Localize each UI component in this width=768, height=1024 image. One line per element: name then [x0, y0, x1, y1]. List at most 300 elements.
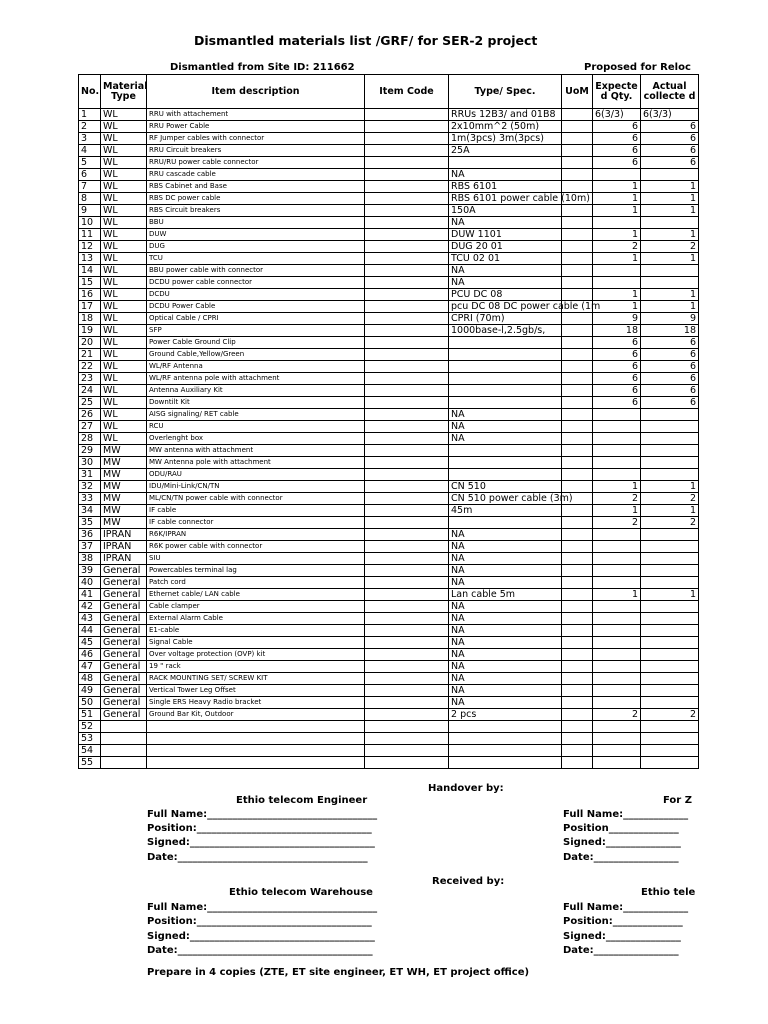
- type-spec-cell: 150A: [449, 205, 562, 217]
- material-type-cell: General: [101, 625, 147, 637]
- header-type-spec: Type/ Spec.: [449, 75, 562, 109]
- table-row: [79, 577, 699, 589]
- table-row: [79, 565, 699, 577]
- uom-cell: [562, 685, 593, 697]
- row-number-cell: 3: [79, 133, 101, 145]
- actual-collected-cell: [641, 613, 699, 625]
- warehouse-right-full-name-field: Full Name:_____________: [563, 902, 689, 913]
- item-code-cell: [365, 469, 449, 481]
- item-description-cell: RRU/RU power cable connector: [147, 157, 365, 169]
- item-description-cell: Single ERS Heavy Radio bracket: [147, 697, 365, 709]
- material-type-cell: General: [101, 649, 147, 661]
- copies-note: Prepare in 4 copies (ZTE, ET site engineer, ET WH, ET project office): [147, 967, 530, 978]
- row-number-cell: 10: [79, 217, 101, 229]
- type-spec-cell: NA: [449, 529, 562, 541]
- material-type-cell: [101, 757, 147, 769]
- item-code-cell: [365, 577, 449, 589]
- row-number-cell: 52: [79, 721, 101, 733]
- type-spec-cell: 2x10mm^2 (50m): [449, 121, 562, 133]
- material-type-cell: General: [101, 697, 147, 709]
- material-type-cell: WL: [101, 169, 147, 181]
- expected-qty-cell: [593, 637, 641, 649]
- type-spec-cell: NA: [449, 265, 562, 277]
- type-spec-cell: CN 510 power cable (3m): [449, 493, 562, 505]
- item-description-cell: Power Cable Ground Clip: [147, 337, 365, 349]
- type-spec-cell: [449, 721, 562, 733]
- item-description-cell: BBU power cable with connector: [147, 265, 365, 277]
- expected-qty-cell: [593, 601, 641, 613]
- expected-qty-cell: [593, 529, 641, 541]
- material-type-cell: WL: [101, 301, 147, 313]
- actual-collected-cell: [641, 553, 699, 565]
- site-id-label: Dismantled from Site ID: 211662: [170, 62, 355, 73]
- uom-cell: [562, 241, 593, 253]
- table-row: [79, 649, 699, 661]
- material-type-cell: MW: [101, 445, 147, 457]
- table-row: [79, 505, 699, 517]
- engineer-position-field: Position:___________________________________: [147, 823, 372, 834]
- material-type-cell: WL: [101, 157, 147, 169]
- uom-cell: [562, 409, 593, 421]
- material-type-cell: General: [101, 613, 147, 625]
- item-description-cell: Over voltage protection (OVP) kit: [147, 649, 365, 661]
- item-description-cell: MW antenna with attachment: [147, 445, 365, 457]
- actual-collected-cell: 1: [641, 205, 699, 217]
- actual-collected-cell: [641, 697, 699, 709]
- item-description-cell: SIU: [147, 553, 365, 565]
- row-number-cell: 6: [79, 169, 101, 181]
- material-type-cell: General: [101, 685, 147, 697]
- row-number-cell: 50: [79, 697, 101, 709]
- row-number-cell: 37: [79, 541, 101, 553]
- type-spec-cell: Lan cable 5m: [449, 589, 562, 601]
- row-number-cell: 55: [79, 757, 101, 769]
- item-code-cell: [365, 241, 449, 253]
- item-description-cell: ODU/RAU: [147, 469, 365, 481]
- actual-collected-cell: 1: [641, 229, 699, 241]
- expected-qty-cell: [593, 625, 641, 637]
- uom-cell: [562, 541, 593, 553]
- item-code-cell: [365, 697, 449, 709]
- type-spec-cell: [449, 361, 562, 373]
- table-row: [79, 493, 699, 505]
- table-row: [79, 241, 699, 253]
- material-type-cell: WL: [101, 373, 147, 385]
- row-number-cell: 28: [79, 433, 101, 445]
- type-spec-cell: [449, 757, 562, 769]
- type-spec-cell: NA: [449, 577, 562, 589]
- actual-collected-cell: [641, 577, 699, 589]
- uom-cell: [562, 109, 593, 121]
- item-description-cell: DCDU power cable connector: [147, 277, 365, 289]
- expected-qty-cell: 1: [593, 481, 641, 493]
- item-code-cell: [365, 157, 449, 169]
- row-number-cell: 45: [79, 637, 101, 649]
- actual-collected-cell: 6: [641, 133, 699, 145]
- row-number-cell: 23: [79, 373, 101, 385]
- actual-collected-cell: [641, 721, 699, 733]
- row-number-cell: 25: [79, 397, 101, 409]
- actual-collected-cell: [641, 433, 699, 445]
- row-number-cell: 16: [79, 289, 101, 301]
- material-type-cell: WL: [101, 313, 147, 325]
- expected-qty-cell: 6: [593, 361, 641, 373]
- expected-qty-cell: [593, 697, 641, 709]
- type-spec-cell: [449, 745, 562, 757]
- item-description-cell: DUW: [147, 229, 365, 241]
- item-description-cell: Patch cord: [147, 577, 365, 589]
- material-type-cell: WL: [101, 193, 147, 205]
- type-spec-cell: 45m: [449, 505, 562, 517]
- material-type-cell: WL: [101, 349, 147, 361]
- expected-qty-cell: 1: [593, 229, 641, 241]
- uom-cell: [562, 565, 593, 577]
- item-description-cell: RRU Power Cable: [147, 121, 365, 133]
- type-spec-cell: [449, 373, 562, 385]
- table-body: [79, 109, 699, 769]
- table-row: [79, 613, 699, 625]
- table-header-row: [79, 75, 699, 109]
- item-description-cell: Signal Cable: [147, 637, 365, 649]
- material-type-cell: WL: [101, 145, 147, 157]
- uom-cell: [562, 217, 593, 229]
- item-code-cell: [365, 457, 449, 469]
- table-row: [79, 661, 699, 673]
- item-code-cell: [365, 529, 449, 541]
- expected-qty-cell: [593, 445, 641, 457]
- table-row: [79, 193, 699, 205]
- table-row: [79, 229, 699, 241]
- table-row: [79, 313, 699, 325]
- expected-qty-cell: 6: [593, 397, 641, 409]
- item-code-cell: [365, 289, 449, 301]
- uom-cell: [562, 601, 593, 613]
- material-type-cell: WL: [101, 397, 147, 409]
- item-code-cell: [365, 637, 449, 649]
- item-description-cell: RCU: [147, 421, 365, 433]
- table-row: [79, 445, 699, 457]
- type-spec-cell: NA: [449, 673, 562, 685]
- table-row: [79, 685, 699, 697]
- actual-collected-cell: 6: [641, 349, 699, 361]
- actual-collected-cell: 1: [641, 301, 699, 313]
- item-code-cell: [365, 685, 449, 697]
- uom-cell: [562, 349, 593, 361]
- actual-collected-cell: [641, 277, 699, 289]
- table-row: [79, 457, 699, 469]
- material-type-cell: WL: [101, 361, 147, 373]
- row-number-cell: 54: [79, 745, 101, 757]
- actual-collected-cell: 6: [641, 361, 699, 373]
- material-type-cell: WL: [101, 205, 147, 217]
- expected-qty-cell: 1: [593, 505, 641, 517]
- expected-qty-cell: [593, 565, 641, 577]
- item-code-cell: [365, 325, 449, 337]
- expected-qty-cell: [593, 745, 641, 757]
- expected-qty-cell: [593, 433, 641, 445]
- item-description-cell: Downtilt Kit: [147, 397, 365, 409]
- type-spec-cell: NA: [449, 541, 562, 553]
- actual-collected-cell: 18: [641, 325, 699, 337]
- expected-qty-cell: 6: [593, 373, 641, 385]
- type-spec-cell: [449, 337, 562, 349]
- material-type-cell: WL: [101, 421, 147, 433]
- table-row: [79, 625, 699, 637]
- type-spec-cell: [449, 157, 562, 169]
- expected-qty-cell: [593, 613, 641, 625]
- table-row: [79, 265, 699, 277]
- actual-collected-cell: 6: [641, 157, 699, 169]
- row-number-cell: 36: [79, 529, 101, 541]
- actual-collected-cell: 6: [641, 385, 699, 397]
- actual-collected-cell: [641, 757, 699, 769]
- expected-qty-cell: [593, 421, 641, 433]
- uom-cell: [562, 613, 593, 625]
- row-number-cell: 12: [79, 241, 101, 253]
- item-description-cell: TCU: [147, 253, 365, 265]
- item-code-cell: [365, 445, 449, 457]
- uom-cell: [562, 553, 593, 565]
- uom-cell: [562, 529, 593, 541]
- item-description-cell: Overlenght box: [147, 433, 365, 445]
- table-row: [79, 217, 699, 229]
- actual-collected-cell: [641, 673, 699, 685]
- row-number-cell: 51: [79, 709, 101, 721]
- table-row: [79, 145, 699, 157]
- table-row: [79, 109, 699, 121]
- item-code-cell: [365, 673, 449, 685]
- row-number-cell: 2: [79, 121, 101, 133]
- uom-cell: [562, 745, 593, 757]
- uom-cell: [562, 577, 593, 589]
- row-number-cell: 22: [79, 361, 101, 373]
- row-number-cell: 26: [79, 409, 101, 421]
- type-spec-cell: NA: [449, 625, 562, 637]
- actual-collected-cell: [641, 265, 699, 277]
- item-description-cell: Antenna Auxiliary Kit: [147, 385, 365, 397]
- actual-collected-cell: 2: [641, 517, 699, 529]
- expected-qty-cell: 2: [593, 517, 641, 529]
- expected-qty-cell: [593, 649, 641, 661]
- type-spec-cell: NA: [449, 613, 562, 625]
- row-number-cell: 8: [79, 193, 101, 205]
- item-code-cell: [365, 421, 449, 433]
- material-type-cell: MW: [101, 505, 147, 517]
- uom-cell: [562, 397, 593, 409]
- item-code-cell: [365, 493, 449, 505]
- type-spec-cell: NA: [449, 685, 562, 697]
- row-number-cell: 49: [79, 685, 101, 697]
- item-description-cell: Powercables terminal lag: [147, 565, 365, 577]
- item-code-cell: [365, 253, 449, 265]
- item-code-cell: [365, 721, 449, 733]
- for-date-field: Date:_________________: [563, 852, 679, 863]
- uom-cell: [562, 373, 593, 385]
- warehouse-right-date-field: Date:_________________: [563, 945, 679, 956]
- item-code-cell: [365, 661, 449, 673]
- item-description-cell: [147, 733, 365, 745]
- uom-cell: [562, 361, 593, 373]
- uom-cell: [562, 457, 593, 469]
- type-spec-cell: [449, 733, 562, 745]
- material-type-cell: General: [101, 589, 147, 601]
- type-spec-cell: DUG 20 01: [449, 241, 562, 253]
- item-description-cell: DUG: [147, 241, 365, 253]
- uom-cell: [562, 421, 593, 433]
- material-type-cell: General: [101, 577, 147, 589]
- warehouse-right-position-field: Position:______________: [563, 916, 683, 927]
- material-type-cell: WL: [101, 109, 147, 121]
- uom-cell: [562, 145, 593, 157]
- table-row: [79, 709, 699, 721]
- item-description-cell: ML/CN/TN power cable with connector: [147, 493, 365, 505]
- header-actual-collected: Actual collecte d: [641, 75, 699, 109]
- item-code-cell: [365, 517, 449, 529]
- type-spec-cell: 2 pcs: [449, 709, 562, 721]
- expected-qty-cell: 6: [593, 145, 641, 157]
- item-description-cell: RRU with attachement: [147, 109, 365, 121]
- table-row: [79, 745, 699, 757]
- table-row: [79, 553, 699, 565]
- row-number-cell: 40: [79, 577, 101, 589]
- type-spec-cell: NA: [449, 217, 562, 229]
- actual-collected-cell: [641, 169, 699, 181]
- row-number-cell: 13: [79, 253, 101, 265]
- item-code-cell: [365, 217, 449, 229]
- expected-qty-cell: 6(3/3): [593, 109, 641, 121]
- item-description-cell: RF Jumper cables with connector: [147, 133, 365, 145]
- actual-collected-cell: [641, 649, 699, 661]
- item-code-cell: [365, 505, 449, 517]
- row-number-cell: 9: [79, 205, 101, 217]
- item-code-cell: [365, 649, 449, 661]
- table-row: [79, 733, 699, 745]
- engineer-signed-field: Signed:_____________________________________: [147, 837, 375, 848]
- material-type-cell: WL: [101, 133, 147, 145]
- uom-cell: [562, 721, 593, 733]
- actual-collected-cell: 6: [641, 145, 699, 157]
- material-type-cell: WL: [101, 337, 147, 349]
- actual-collected-cell: 1: [641, 589, 699, 601]
- material-type-cell: WL: [101, 433, 147, 445]
- row-number-cell: 1: [79, 109, 101, 121]
- item-description-cell: Ground Cable,Yellow/Green: [147, 349, 365, 361]
- actual-collected-cell: 1: [641, 253, 699, 265]
- actual-collected-cell: [641, 601, 699, 613]
- uom-cell: [562, 265, 593, 277]
- row-number-cell: 53: [79, 733, 101, 745]
- material-type-cell: General: [101, 661, 147, 673]
- type-spec-cell: pcu DC 08 DC power cable (1m: [449, 301, 562, 313]
- actual-collected-cell: [641, 541, 699, 553]
- table-row: [79, 277, 699, 289]
- item-code-cell: [365, 373, 449, 385]
- proposed-relocation-label: Proposed for Reloc: [584, 62, 691, 73]
- item-code-cell: [365, 301, 449, 313]
- expected-qty-cell: [593, 553, 641, 565]
- row-number-cell: 39: [79, 565, 101, 577]
- for-position-field: Position______________: [563, 823, 679, 834]
- uom-cell: [562, 697, 593, 709]
- item-code-cell: [365, 313, 449, 325]
- uom-cell: [562, 133, 593, 145]
- uom-cell: [562, 481, 593, 493]
- actual-collected-cell: [641, 637, 699, 649]
- warehouse-date-field: Date:_______________________________________: [147, 945, 373, 956]
- row-number-cell: 47: [79, 661, 101, 673]
- type-spec-cell: [449, 457, 562, 469]
- item-code-cell: [365, 541, 449, 553]
- actual-collected-cell: [641, 529, 699, 541]
- type-spec-cell: NA: [449, 697, 562, 709]
- type-spec-cell: CN 510: [449, 481, 562, 493]
- actual-collected-cell: 2: [641, 493, 699, 505]
- actual-collected-cell: [641, 733, 699, 745]
- actual-collected-cell: 9: [641, 313, 699, 325]
- engineer-label: Ethio telecom Engineer: [236, 795, 368, 806]
- table-row: [79, 481, 699, 493]
- row-number-cell: 18: [79, 313, 101, 325]
- row-number-cell: 38: [79, 553, 101, 565]
- row-number-cell: 32: [79, 481, 101, 493]
- type-spec-cell: CPRI (70m): [449, 313, 562, 325]
- uom-cell: [562, 661, 593, 673]
- item-description-cell: Optical Cable / CPRI: [147, 313, 365, 325]
- expected-qty-cell: 1: [593, 253, 641, 265]
- material-type-cell: WL: [101, 265, 147, 277]
- material-type-cell: WL: [101, 181, 147, 193]
- table-row: [79, 589, 699, 601]
- uom-cell: [562, 325, 593, 337]
- table-row: [79, 301, 699, 313]
- item-description-cell: [147, 757, 365, 769]
- table-row: [79, 325, 699, 337]
- material-type-cell: MW: [101, 457, 147, 469]
- item-description-cell: R6K/IPRAN: [147, 529, 365, 541]
- table-row: [79, 349, 699, 361]
- item-description-cell: DCDU Power Cable: [147, 301, 365, 313]
- uom-cell: [562, 505, 593, 517]
- type-spec-cell: 1m(3pcs) 3m(3pcs): [449, 133, 562, 145]
- item-description-cell: Ethernet cable/ LAN cable: [147, 589, 365, 601]
- document-title: Dismantled materials list /GRF/ for SER-2 project: [194, 33, 538, 48]
- table-row: [79, 169, 699, 181]
- material-type-cell: WL: [101, 277, 147, 289]
- actual-collected-cell: [641, 565, 699, 577]
- item-description-cell: RRU Circuit breakers: [147, 145, 365, 157]
- table-row: [79, 541, 699, 553]
- actual-collected-cell: 1: [641, 181, 699, 193]
- actual-collected-cell: 6: [641, 397, 699, 409]
- item-description-cell: External Alarm Cable: [147, 613, 365, 625]
- type-spec-cell: TCU 02 01: [449, 253, 562, 265]
- warehouse-right-signed-field: Signed:_______________: [563, 931, 681, 942]
- item-code-cell: [365, 361, 449, 373]
- header-uom: UoM: [562, 75, 593, 109]
- type-spec-cell: [449, 385, 562, 397]
- uom-cell: [562, 337, 593, 349]
- actual-collected-cell: [641, 217, 699, 229]
- material-type-cell: WL: [101, 385, 147, 397]
- material-type-cell: [101, 733, 147, 745]
- table-row: [79, 517, 699, 529]
- item-code-cell: [365, 133, 449, 145]
- table-row: [79, 433, 699, 445]
- engineer-full-name-field: Full Name:__________________________________: [147, 809, 378, 820]
- expected-qty-cell: [593, 409, 641, 421]
- material-type-cell: General: [101, 601, 147, 613]
- table-row: [79, 181, 699, 193]
